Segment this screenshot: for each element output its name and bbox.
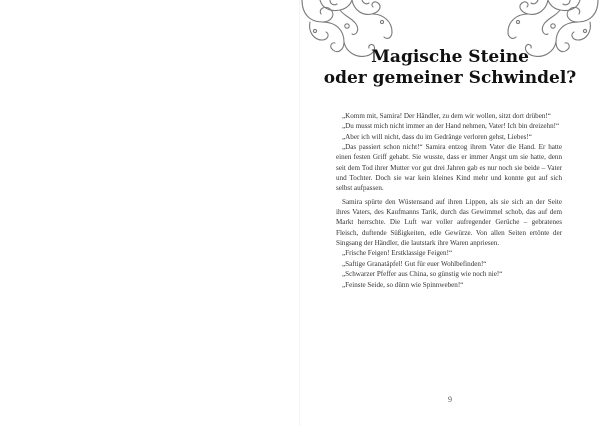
chapter-body-text xyxy=(336,111,562,290)
chapter-title-line-2: oder gemeiner Schwindel? xyxy=(323,68,577,88)
paragraph: „Schwarzer Pfeffer aus China, so günstig wie noch nie!“ xyxy=(342,270,503,279)
paragraph: „Aber ich will nicht, dass du im Gedränge verloren gehst, Liebes!“ xyxy=(342,132,532,141)
paragraph: Samira spürte den Wüstensand auf ihren Lippen, als sie sich an der Seite ihres Vaters, des Kaufmanns Tarik, durch das Gewimmel schob, das auf dem Markt herrschte. Die Luft war voller aufregender Gerüche – gebratenes Fleisch, duftende Süßigkeiten, edle Gewürze. Von allen Seiten ertönte der Singsang der Händler, die lautstark ihre Waren anpriesen. xyxy=(336,197,562,248)
paragraph: „Feinste Seide, so dünn wie Spinnweben!“ xyxy=(342,280,464,289)
paragraph: „Du musst mich nicht immer an der Hand nehmen, Vater! Ich bin dreizehn!“ xyxy=(342,122,560,131)
paragraph: „Das passiert schon nicht!“ Samira entzog ihrem Vater die Hand. Er hatte einen festen Griff gehabt. Sie wusste, dass er immer Angst um sie hatte, denn seit dem Tod ihrer Mutter vor gut drei Jahren gab es nur noch sie beide – Vater und Tochter. Doch sie war kein kleines Kind mehr und konnte gut auf sich selbst aufpassen. xyxy=(336,143,562,193)
page-number: 9 xyxy=(448,395,452,404)
paragraph: „Frische Feigen! Erstklassige Feigen!“ xyxy=(342,249,453,258)
paragraph: „Saftige Granatäpfel! Gut für euer Wohlbefinden!“ xyxy=(342,259,487,268)
paragraph: „Komm mit, Samira! Der Händler, zu dem wir wollen, sitzt dort drüben!“ xyxy=(342,112,551,120)
chapter-title-line-1: Magische Steine xyxy=(371,47,529,67)
